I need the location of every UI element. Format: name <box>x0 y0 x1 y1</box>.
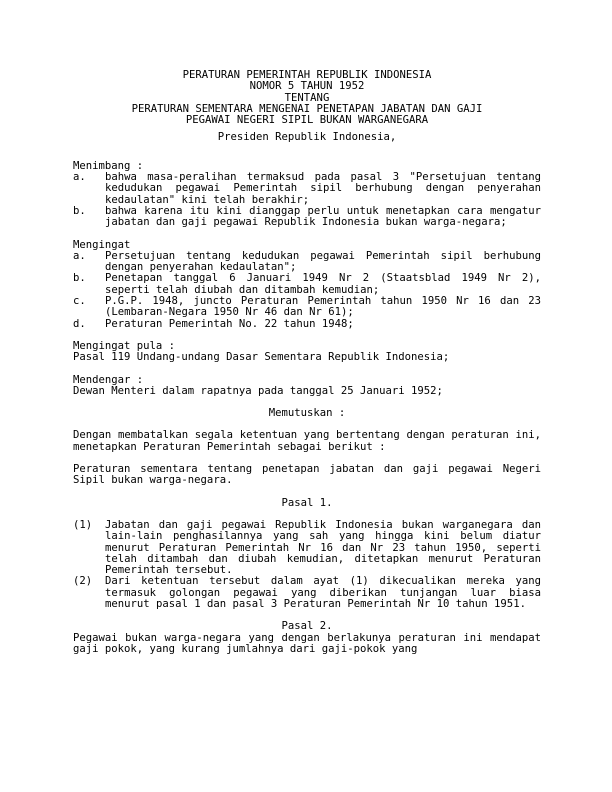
item-text: Dari ketentuan tersebut dalam ayat (1) dikecualikan mereka yang termasuk golongan pegawai yang diberikan tunjangan luar biasa menurut pasal 1 dan pasal 3 Peraturan Pemerintah Nr 10 tahun 1951. <box>105 575 541 610</box>
item-text: bahwa karena itu kini dianggap perlu untuk menetapkan cara mengatur jabatan dan gaji pegawai Republik Indonesia bukan warga-negara; <box>105 204 541 229</box>
mengingat-item <box>73 319 541 330</box>
document-page <box>73 70 541 655</box>
item-text: Jabatan dan gaji pegawai Republik Indonesia bukan warganegara dan lain-lain penghasilannya yang sah yang hingga kini belum diatur menurut Peraturan Pemerintah Nr 16 dan Nr 23 tahun 1950, seperti telah ditambah dan diubah kemudian, ditetapkan menurut Peraturan Pemerintah tersebut. <box>105 518 541 577</box>
menimbang-title: Menimbang : <box>73 159 144 172</box>
pasal-2-heading: Pasal 2. <box>281 620 333 633</box>
pasal-2-text: Pegawai bukan warga-negara yang dengan berlakunya peraturan ini mendapat gaji pokok, yang kurang jumlahnya dari gaji-pokok yang <box>73 631 541 655</box>
item-text: Persetujuan tentang kedudukan pegawai Pemerintah sipil berhubung dengan penyerahan kedaulatan"; <box>105 249 541 274</box>
mengingat-pula-text: Pasal 119 Undang-undang Dasar Sementara Republik Indonesia; <box>73 351 450 364</box>
intro-paragraph-2: Peraturan sementara tentang penetapan jabatan dan gaji pegawai Negeri Sipil bukan warga-negara. <box>73 463 541 487</box>
mengingat-section <box>73 240 541 330</box>
mengingat-pula-title: Mengingat pula : <box>73 339 176 352</box>
item-number: (1) <box>73 518 93 531</box>
item-text: Penetapan tanggal 6 Januari 1949 Nr 2 (Staatsblad 1949 Nr 2), seperti telah diubah dan ditambah kemudian; <box>105 272 541 296</box>
header-line-2: NOMOR 5 TAHUN 1952 <box>249 80 365 93</box>
item-label: a. <box>73 171 86 184</box>
header-line-5: PEGAWAI NEGERI SIPIL BUKAN WARGANEGARA <box>185 114 429 127</box>
item-label: d. <box>73 317 86 330</box>
item-text: P.G.P. 1948, juncto Peraturan Pemerintah tahun 1950 Nr 16 dan 23 (Lembaran-Negara 1950 Nr 46 dan Nr 61); <box>105 295 541 319</box>
mengingat-pula-section <box>73 341 541 364</box>
item-label: a. <box>73 249 86 262</box>
header-line-4: PERATURAN SEMENTARA MENGENAI PENETAPAN JABATAN DAN GAJI <box>131 102 483 115</box>
pasal-1-section <box>73 520 541 610</box>
item-number: (2) <box>73 575 93 588</box>
item-text: bahwa masa-peralihan termaksud pada pasal 3 "Persetujuan tentang kedudukan pegawai Pemerintah sipil berhubung dengan penyerahan kedaulatan" kini telah berakhir; <box>105 171 541 206</box>
intro-paragraph-1: Dengan membatalkan segala ketentuan yang bertentang dengan peraturan ini, menetapkan Peraturan Pemerintah sebagai berikut : <box>73 429 541 453</box>
memutuskan-heading: Memutuskan : <box>268 407 346 420</box>
mengingat-item <box>73 296 541 319</box>
header-line-1: PERATURAN PEMERINTAH REPUBLIK INDONESIA <box>182 69 432 81</box>
item-label: b. <box>73 272 86 285</box>
mengingat-title: Mengingat <box>73 238 131 251</box>
header-line-3: TENTANG <box>284 91 330 104</box>
item-label: c. <box>73 295 86 308</box>
menimbang-section <box>73 161 541 229</box>
president-line: Presiden Republik Indonesia, <box>217 131 397 144</box>
item-text: Peraturan Pemerintah No. 22 tahun 1948; <box>105 317 354 330</box>
menimbang-item <box>73 206 541 229</box>
mengingat-item <box>73 273 541 296</box>
menimbang-item <box>73 172 541 206</box>
document-header <box>73 70 541 126</box>
mengingat-item <box>73 251 541 274</box>
item-label: b. <box>73 204 86 217</box>
mendengar-title: Mendengar : <box>73 373 144 386</box>
pasal-1-item <box>73 520 541 576</box>
pasal-1-heading: Pasal 1. <box>281 496 333 509</box>
mendengar-section <box>73 375 541 398</box>
pasal-1-item <box>73 576 541 610</box>
mendengar-text: Dewan Menteri dalam rapatnya pada tanggal 25 Januari 1952; <box>73 384 443 397</box>
